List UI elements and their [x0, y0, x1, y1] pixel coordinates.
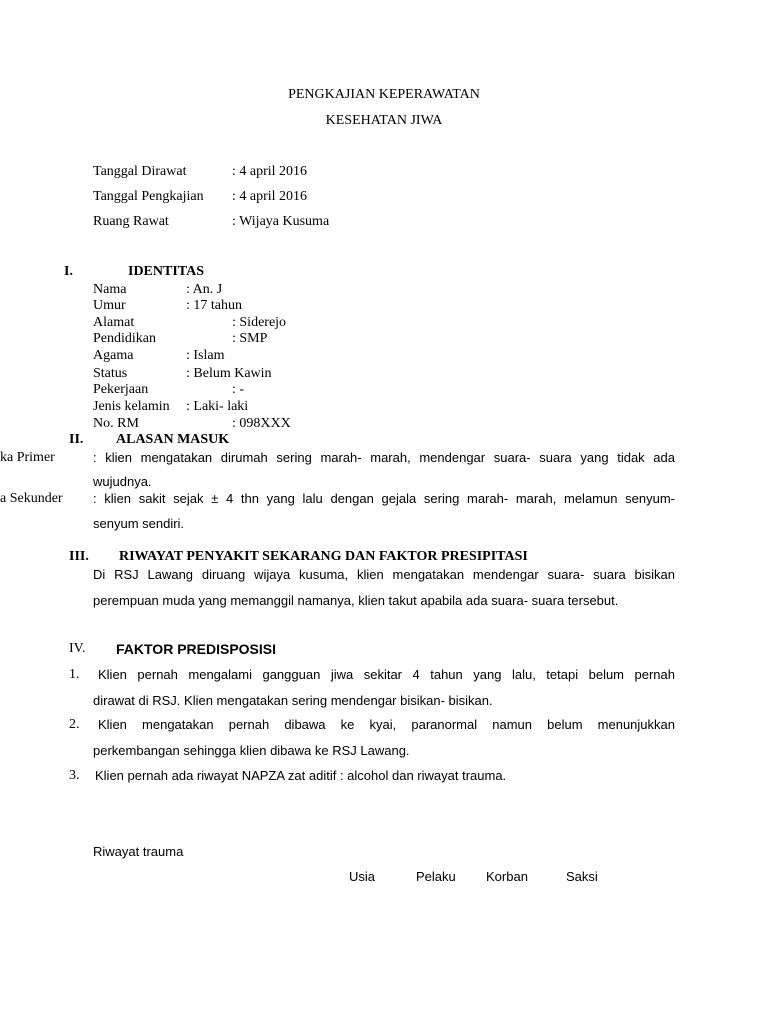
identity-value-pekerjaan: : - — [232, 382, 245, 397]
identity-label-no-rm: No. RM — [93, 416, 139, 431]
predisposisi-item-3-number: 3. — [69, 768, 80, 783]
header-value-tanggal-dirawat: : 4 april 2016 — [232, 164, 308, 179]
identity-value-no-rm: : 098XXX — [232, 416, 291, 431]
doc-title: PENGKAJIAN KEPERAWATAN — [288, 87, 480, 102]
identity-value-agama: : Islam — [186, 348, 225, 363]
keluhan-primer-line1: : klien mengatakan dirumah sering marah- marah, mendengar suara- suara yang tidak ada — [93, 450, 675, 465]
identity-label-jenis-kelamin: Jenis kelamin — [93, 399, 170, 414]
identity-value-pendidikan: : SMP — [232, 331, 268, 346]
section3-line2: perempuan muda yang memanggil namanya, klien takut apabila ada suara- suara tersebut. — [93, 593, 619, 608]
predisposisi-item-2-number: 2. — [69, 717, 80, 732]
predisposisi-item-3-line1: Klien pernah ada riwayat NAPZA zat aditif : alcohol dan riwayat trauma. — [95, 768, 507, 783]
keluhan-sekunder-line2: senyum sendiri. — [93, 516, 185, 531]
identity-value-jenis-kelamin: : Laki- laki — [186, 399, 249, 414]
header-value-tanggal-pengkajian: : 4 april 2016 — [232, 189, 308, 204]
identity-label-status: Status — [93, 366, 128, 381]
identity-label-alamat: Alamat — [93, 315, 135, 330]
identity-label-pendidikan: Pendidikan — [93, 331, 156, 346]
identity-label-nama: Nama — [93, 282, 127, 297]
identity-value-nama: : An. J — [186, 282, 223, 297]
trauma-column-saksi: Saksi — [566, 869, 598, 884]
header-label-tanggal-dirawat: Tanggal Dirawat — [93, 164, 187, 179]
predisposisi-item-2-line1: Klien mengatakan pernah dibawa ke kyai, paranormal namun belum menunjukkan — [98, 717, 675, 732]
identity-value-alamat: : Siderejo — [232, 315, 287, 330]
section2-number: II. — [69, 432, 84, 447]
identity-label-umur: Umur — [93, 298, 126, 313]
predisposisi-item-1-line2: dirawat di RSJ. Klien mengatakan sering mendengar bisikan- bisikan. — [93, 693, 493, 708]
trauma-column-pelaku: Pelaku — [416, 869, 456, 884]
trauma-column-korban: Korban — [486, 869, 528, 884]
keluhan-primer-line2: wujudnya. — [93, 474, 152, 489]
section3-line1: Di RSJ Lawang diruang wijaya kusuma, klien mengatakan mendengar suara- suara bisikan — [93, 567, 675, 582]
trauma-column-usia: Usia — [349, 869, 376, 884]
identity-label-pekerjaan: Pekerjaan — [93, 382, 149, 397]
keluhan-sekunder-label: a Sekunder — [0, 491, 63, 506]
predisposisi-item-1-number: 1. — [69, 667, 80, 682]
section1-number: I. — [64, 264, 73, 279]
riwayat-trauma-label: Riwayat trauma — [93, 844, 184, 859]
identity-label-agama: Agama — [93, 348, 134, 363]
section1-title: IDENTITAS — [128, 264, 204, 279]
section3-number: III. — [69, 549, 89, 564]
header-value-ruang-rawat: : Wijaya Kusuma — [232, 214, 330, 229]
header-label-tanggal-pengkajian: Tanggal Pengkajian — [93, 189, 204, 204]
doc-subtitle: KESEHATAN JIWA — [325, 113, 443, 128]
section4-title: FAKTOR PREDISPOSISI — [116, 641, 276, 657]
keluhan-primer-label: ka Primer — [0, 450, 55, 465]
section2-title: ALASAN MASUK — [116, 432, 230, 447]
keluhan-sekunder-line1: : klien sakit sejak ± 4 thn yang lalu dengan gejala sering marah- marah, melamun senyum- — [93, 491, 675, 506]
predisposisi-item-2-line2: perkembangan sehingga klien dibawa ke RSJ Lawang. — [93, 743, 410, 758]
section4-number: IV. — [69, 641, 86, 656]
identity-value-status: : Belum Kawin — [186, 366, 272, 381]
identity-value-umur: : 17 tahun — [186, 298, 242, 313]
header-label-ruang-rawat: Ruang Rawat — [93, 214, 169, 229]
section3-title: RIWAYAT PENYAKIT SEKARANG DAN FAKTOR PRESIPITASI — [119, 549, 528, 564]
predisposisi-item-1-line1: Klien pernah mengalami gangguan jiwa sekitar 4 tahun yang lalu, tetapi belum pernah — [98, 667, 675, 682]
